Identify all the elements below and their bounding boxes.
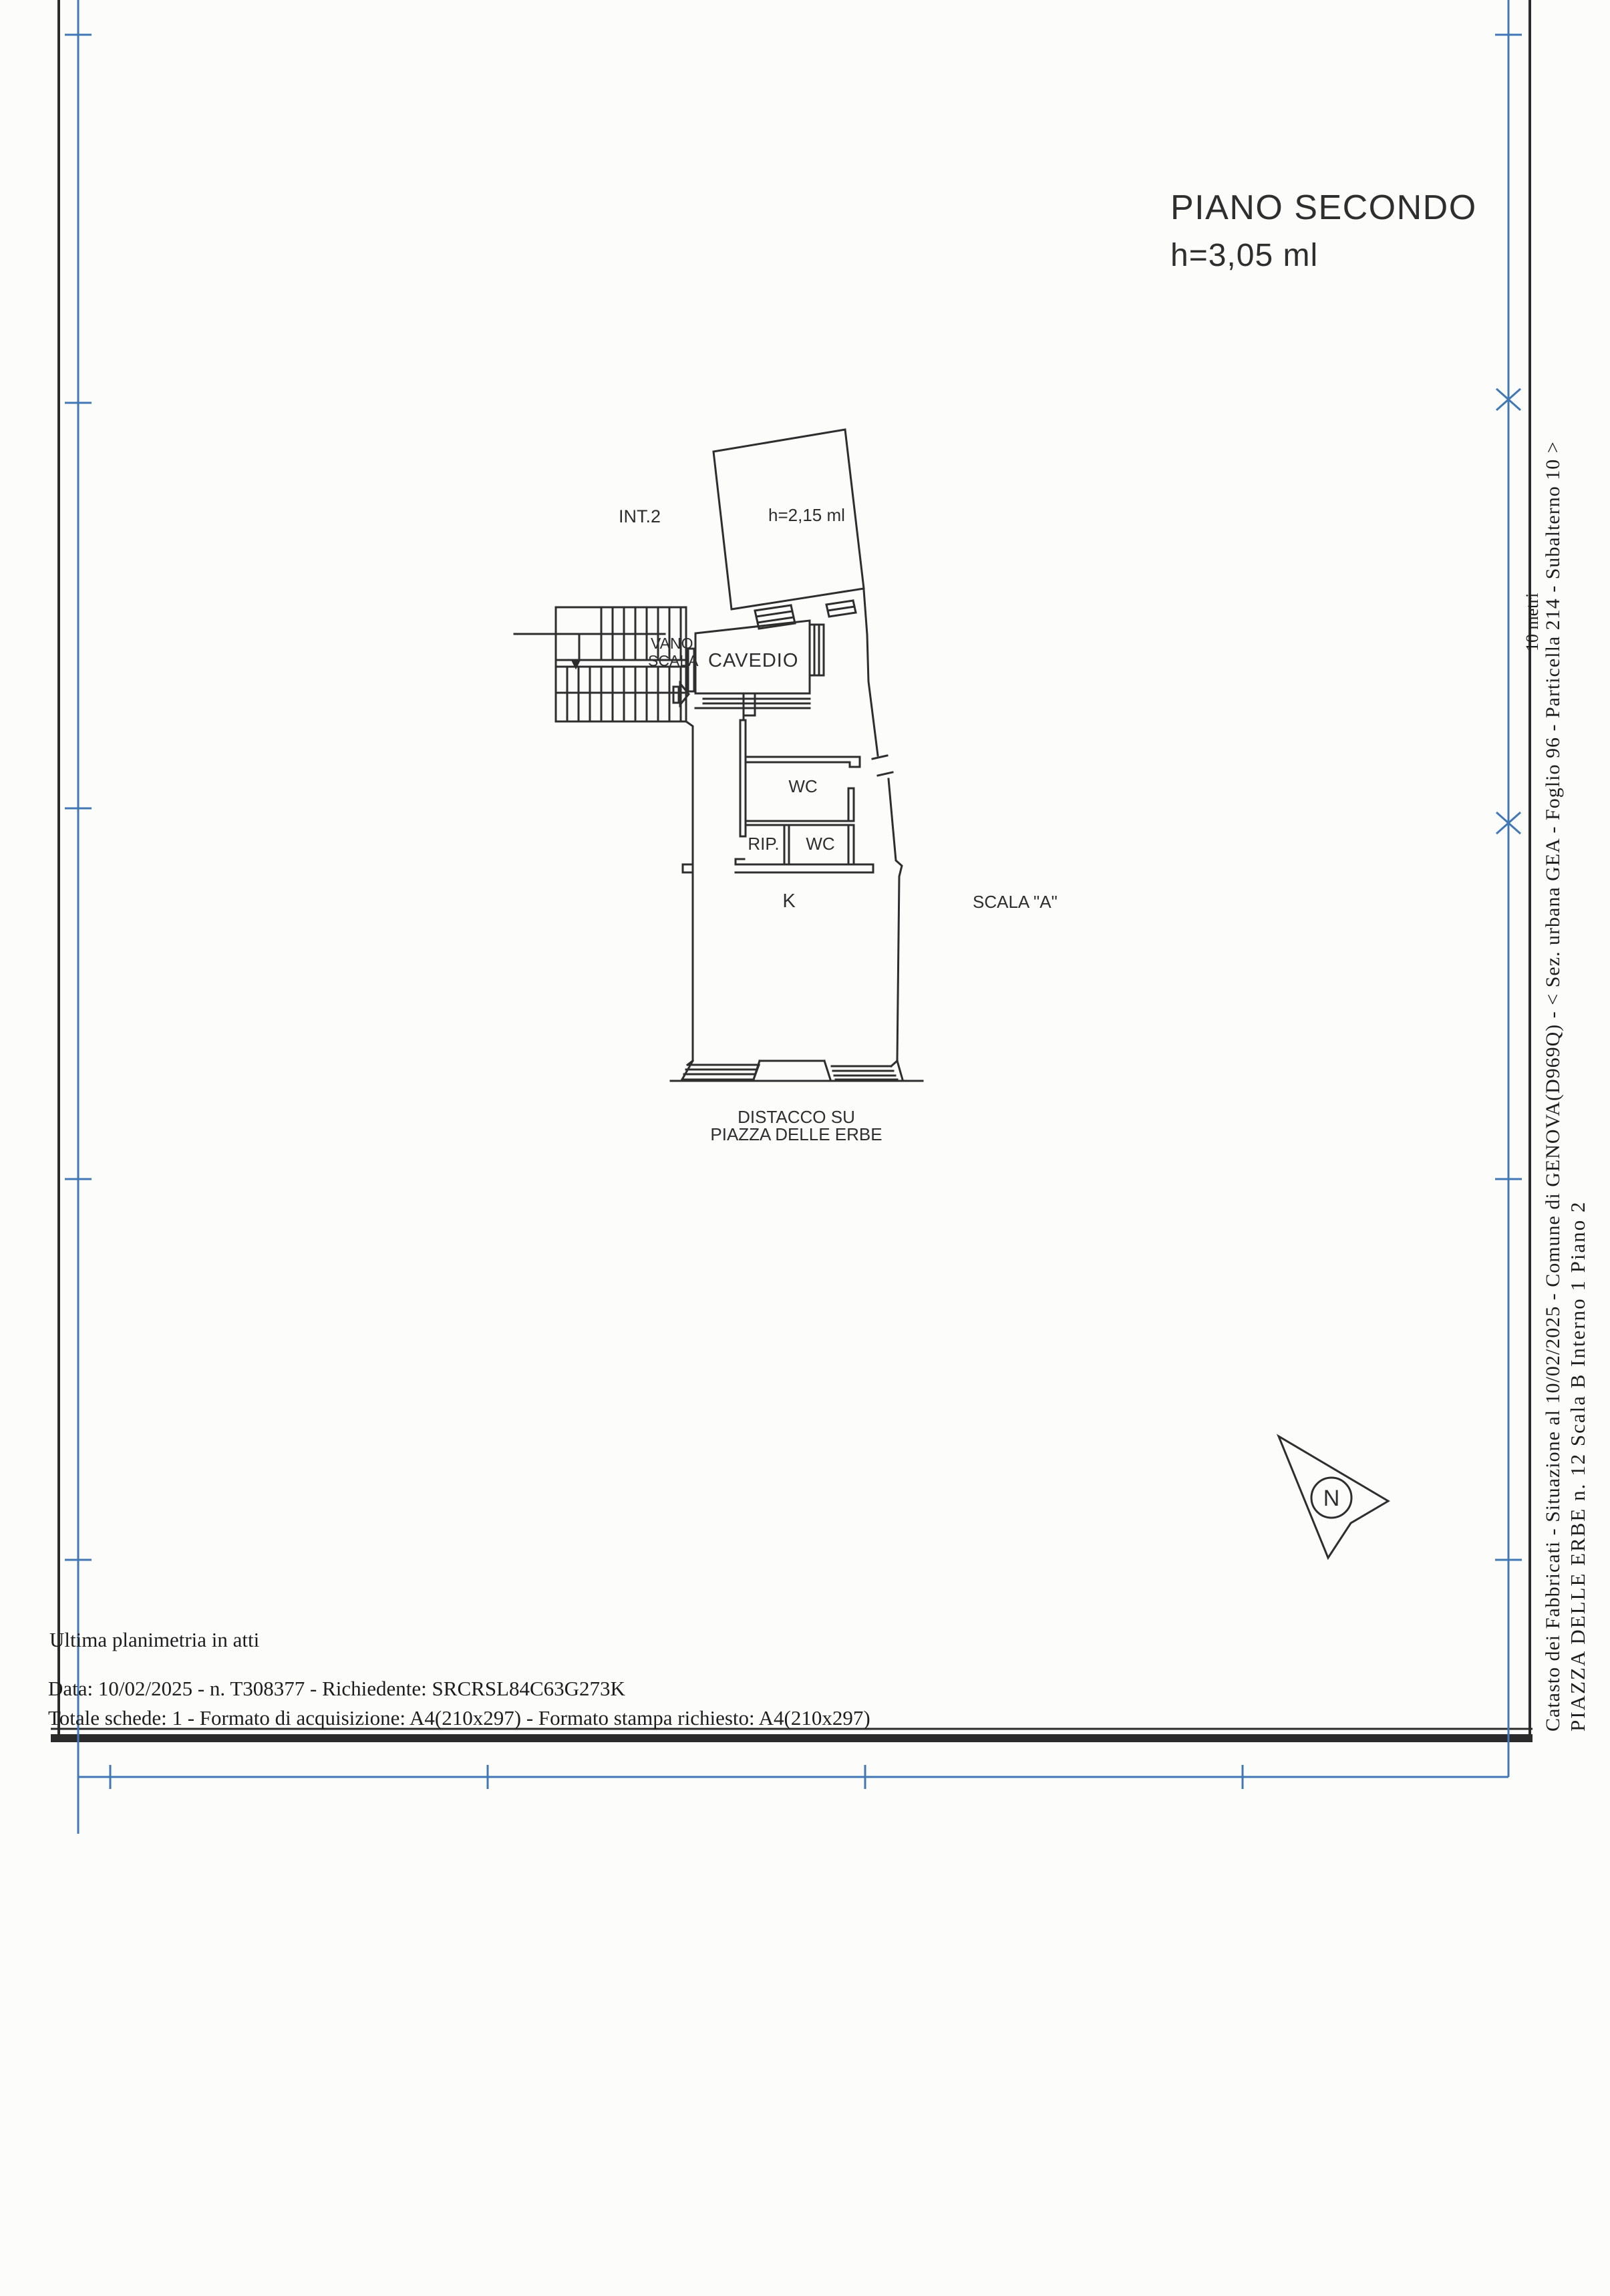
title-block xyxy=(1170,188,1477,273)
label-distacco-1: DISTACCO SU xyxy=(738,1107,855,1127)
label-rip: RIP. xyxy=(748,834,780,854)
connector-hatch-right xyxy=(826,601,856,617)
label-vano-scala-1: VANO xyxy=(651,635,693,652)
footer-status-line: Ultima planimetria in atti xyxy=(49,1628,260,1651)
stair-treads-lower xyxy=(567,667,681,721)
label-wc-lower: WC xyxy=(806,834,835,854)
rip-wc-bottom-wall xyxy=(736,859,873,872)
apartment-left-wall xyxy=(686,721,693,1065)
window-right-sills xyxy=(832,1061,903,1080)
floor-height: h=3,05 ml xyxy=(1170,238,1319,273)
outer-wall-upper-right xyxy=(864,590,878,756)
wc-right-wall xyxy=(848,788,854,821)
cavedio-right-hatch xyxy=(810,625,824,675)
north-letter: N xyxy=(1323,1486,1340,1511)
label-room-height: h=2,15 ml xyxy=(768,505,845,525)
wc-bottom-wall xyxy=(746,821,854,825)
address-reference-line: PIAZZA DELLE ERBE n. 12 Scala B Interno 1 Piano 2 xyxy=(1566,1200,1589,1732)
cadastral-reference-line: Catasto dei Fabbricati - Situazione al 10/02/2025 - Comune di GENOVA(D969Q) - < Sez. urbana GEA - Foglio 96 - Particella 214 - Subalterno 10 > xyxy=(1542,441,1564,1732)
blue-registration-lines xyxy=(65,0,1522,1834)
label-int2: INT.2 xyxy=(619,506,661,526)
footer-format-line: Totale schede: 1 - Formato di acquisizione: A4(210x297) - Formato stampa richiesto: A4(210x297) xyxy=(48,1706,870,1730)
label-kitchen: K xyxy=(782,890,796,912)
label-distacco-2: PIAZZA DELLE ERBE xyxy=(710,1124,882,1144)
cavedio-bottom-hatch xyxy=(695,693,810,720)
footer-request-line: Data: 10/02/2025 - n. T308377 - Richiedente: SRCRSL84C63G273K xyxy=(48,1677,625,1700)
label-vano-scala-2: SCALA xyxy=(648,652,699,669)
north-arrow xyxy=(1279,1436,1388,1558)
wc-top-wall xyxy=(746,757,860,767)
label-wc-upper: WC xyxy=(788,776,818,796)
door-jamb-ticks xyxy=(872,756,893,776)
rip-wc-divider xyxy=(784,825,789,864)
label-scala-a: SCALA "A" xyxy=(973,892,1058,912)
floor-plan xyxy=(514,430,923,1081)
right-margin-text xyxy=(1542,441,1589,1732)
balcony-threshold xyxy=(754,1061,830,1080)
footer-block xyxy=(48,1628,870,1730)
wc-lower-right-wall xyxy=(848,825,854,864)
outer-wall-lower-right xyxy=(889,779,902,1061)
wc-left-wall xyxy=(740,720,746,836)
window-left-sills xyxy=(682,1061,759,1080)
left-wall-notch xyxy=(683,864,693,872)
floor-title: PIANO SECONDO xyxy=(1170,188,1477,227)
frame-bottom-thick-band xyxy=(51,1734,1533,1742)
label-cavedio: CAVEDIO xyxy=(708,650,799,671)
scale-bar-label: 10 metri xyxy=(1522,593,1542,651)
